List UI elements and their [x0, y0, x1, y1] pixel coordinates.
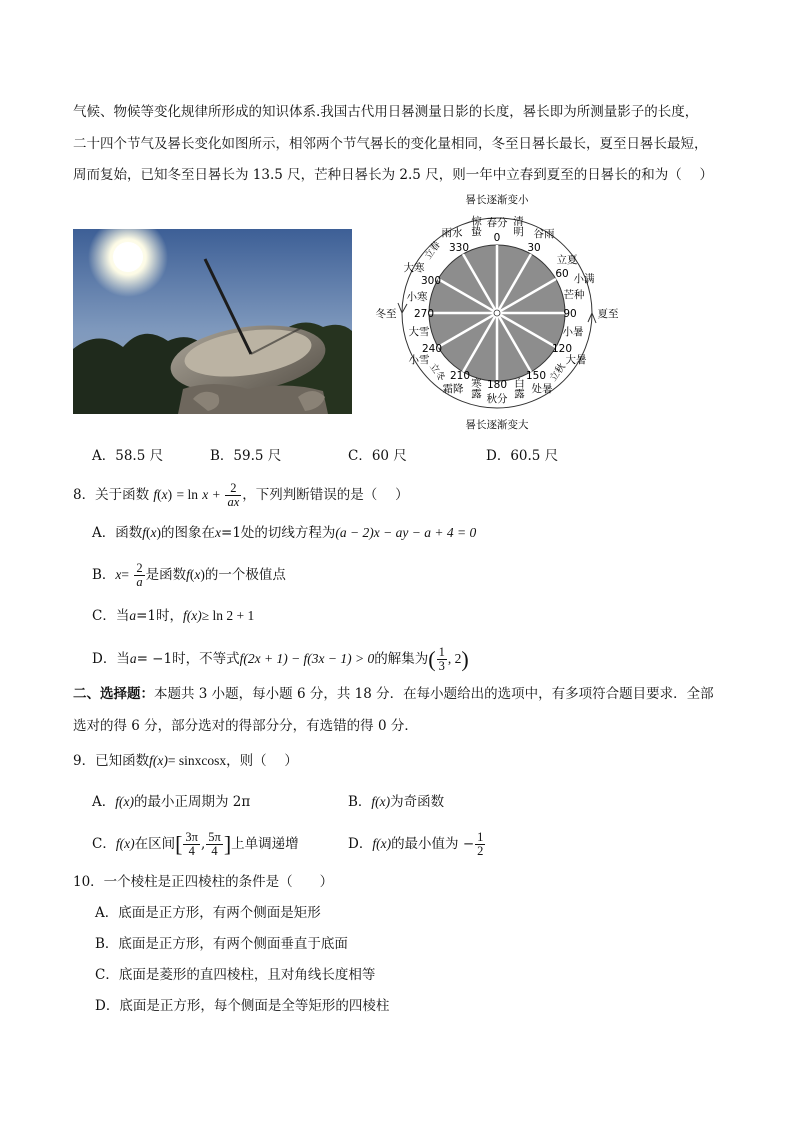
q9-d-pre: D．	[348, 836, 373, 852]
deg-30: 30	[527, 242, 541, 254]
q10-option-c: C．底面是菱形的直四棱柱，且对角线长度相等	[95, 967, 376, 983]
deg-270: 270	[413, 308, 435, 320]
q8-a-cond: x	[215, 525, 222, 540]
dial-bottom-caption: 晷长逐渐变大	[465, 419, 529, 431]
q8-b-x: x	[115, 567, 122, 582]
q9-c-pre: C．	[92, 836, 116, 852]
q8-d-den: 3	[438, 659, 445, 673]
q9-b-pre: B．	[348, 794, 372, 810]
q8-plus: +	[212, 487, 221, 502]
intro-line-2: 二十四个节气及晷长变化如图所示，相邻两个节气晷长的变化量相同，冬至日晷长最长，夏至日晷长最短，	[73, 136, 708, 152]
q7-option-a: A．58.5 尺	[92, 448, 164, 464]
q9-d-den: 2	[477, 844, 484, 858]
q8-b-tail2: 的一个极值点	[204, 567, 286, 583]
q9-option-b	[348, 792, 444, 812]
q8-x: x	[161, 487, 168, 502]
term-dongzhi: 冬至	[375, 308, 397, 320]
q8-frac-num: 2	[225, 482, 241, 496]
q9-tail: ，则（ ）	[226, 753, 298, 769]
q9-c-mid: 在区间	[134, 836, 176, 852]
q9-c-den1: 4	[188, 844, 195, 858]
term-xiaoxue: 小雪	[408, 354, 430, 366]
term-qiufen: 秋分	[486, 393, 508, 405]
q8-fraction	[225, 482, 241, 509]
q9-d-fraction	[475, 831, 485, 858]
q9-c-fraction-2	[206, 831, 223, 858]
q9-a-tail: 的最小正周期为 2π	[133, 794, 251, 810]
deg-180: 180	[486, 379, 508, 391]
term-mangzhong: 芒种	[563, 289, 585, 301]
section2-title: 二、选择题：	[73, 686, 154, 702]
q8-frac-den: ax	[227, 495, 240, 509]
term-daxue: 大雪	[408, 326, 430, 338]
deg-330: 330	[448, 242, 470, 254]
q8-c-eq: =1时，	[136, 608, 183, 624]
q8-b-num: 2	[136, 561, 143, 575]
intro-line-3: 周而复始，已知冬至日晷长为 13.5 尺，芒种日晷长为 2.5 尺，则一年中立春到夏至的日晷长的和为（ ）	[73, 167, 713, 183]
q8-a-mid: 的图象在	[161, 525, 216, 541]
term-bailu: 白露	[513, 377, 525, 399]
q8-c-pre: C．当	[92, 608, 130, 624]
q8-a-pre: A．函数	[92, 525, 143, 541]
q8-d-cond: a	[129, 651, 137, 666]
term-guyu: 谷雨	[533, 228, 555, 240]
section2-line-2: 选对的得 6 分，部分选对的得部分分，有选错的得 0 分．	[73, 718, 418, 734]
q9-eq: = sinxcosx	[167, 753, 227, 768]
q9-c-fraction-1	[183, 831, 200, 858]
term-dashu: 大暑	[565, 354, 587, 366]
q9-c-den2: 4	[211, 844, 218, 858]
q8-d-eq: = −1时，不等式	[136, 651, 240, 667]
term-qingming: 清明	[512, 215, 524, 237]
term-xiazhi: 夏至	[597, 308, 619, 320]
deg-150: 150	[525, 370, 547, 382]
q8-d-end: , 2	[447, 651, 462, 666]
q9-b-tail: 为奇函数	[390, 794, 445, 810]
section2-desc: 本题共 3 小题，每小题 6 分，共 18 分．在每小题给出的选项中，有多项符合题目要求．全部	[154, 686, 714, 702]
q8-d-tail: 的解集为	[374, 651, 429, 667]
section2-line-1	[73, 684, 714, 704]
deg-90: 90	[563, 308, 577, 320]
q8-option-c	[92, 606, 254, 626]
term-lichun: 立春	[422, 239, 443, 262]
q9-d-tail: 的最小值为 −	[391, 836, 475, 852]
q8-a-eq1: =1处的切线方程为	[221, 525, 336, 541]
q10-option-b: B．底面是正方形，有两个侧面垂直于底面	[95, 936, 348, 952]
q7-option-c: C．60 尺	[348, 448, 407, 464]
q9-c-f: f(x)	[115, 836, 135, 851]
q8-d-fraction	[437, 646, 447, 673]
term-liqiu: 立秋	[547, 361, 568, 384]
term-dahan: 大寒	[403, 262, 425, 274]
term-yushui: 雨水	[441, 227, 463, 239]
deg-60: 60	[555, 268, 569, 280]
q9-c-num2: 5π	[208, 830, 221, 844]
term-xiaoshu: 小暑	[562, 326, 584, 338]
q8-number: 8．关于函数	[73, 487, 150, 503]
term-chushu: 处暑	[531, 383, 553, 395]
q8-b-fraction	[134, 562, 144, 589]
intro-line-1: 气候、物候等变化规律所形成的知识体系.我国古代用日晷测量日影的长度，晷长即为所测量影子的长度，	[73, 104, 699, 120]
deg-240: 240	[421, 343, 443, 355]
q9-a-pre: A．	[92, 794, 116, 810]
q8-c-cond: a	[129, 608, 137, 623]
q8-d-ineq: f(2x + 1) − f(3x − 1) > 0	[239, 651, 375, 666]
q9-c-tail: 上单调递增	[231, 836, 299, 852]
q9-f: f(x)	[149, 753, 168, 768]
q8-c-ineq: ≥ ln 2 + 1	[201, 608, 255, 623]
q8-stem: 8．关于函数 f(x) = ln x + $\frac{2}{ax}$ ，下列判断错误的是（ ）	[73, 481, 409, 509]
sundial-photo	[73, 229, 352, 414]
q9-option-c: C．f(x)在区间[ $\frac{3\pi}{4}$ , $\frac{5\pi}{4}$ ]上单调递增	[92, 830, 299, 858]
q8-option-b: B．x= $\frac{2}{a}$ 是函数f(x)的一个极值点	[92, 561, 286, 589]
term-chunfen: 春分	[486, 217, 508, 229]
term-jingzhe: 惊蛰	[470, 215, 482, 237]
q10-option-a: A．底面是正方形，有两个侧面是矩形	[95, 905, 321, 921]
q9-pre: 9．已知函数	[73, 753, 150, 769]
q8-a-tangent-eq: (a − 2)x − ay − a + 4 = 0	[335, 525, 477, 540]
q9-d-f: f(x)	[372, 836, 392, 851]
q10-option-d: D．底面是正方形，每个侧面是全等矩形的四棱柱	[95, 998, 390, 1014]
term-hanlu: 寒露	[470, 377, 482, 399]
q8-b-den: a	[136, 575, 143, 589]
deg-0: 0	[493, 232, 501, 244]
q8-c-f: f(x)	[183, 608, 202, 623]
q8-d-num: 1	[438, 645, 445, 659]
q9-d-num: 1	[477, 830, 484, 844]
dial-top-caption: 晷长逐渐变小	[465, 194, 529, 206]
q9-option-d	[348, 826, 486, 862]
q9-option-a	[92, 792, 250, 812]
q8-option-a: A．函数f(x)的图象在x=1处的切线方程为(a − 2)x − ay − a + 4 = 0	[92, 525, 477, 541]
q9-stem	[73, 751, 298, 771]
term-lidong: 立冬	[427, 361, 448, 384]
q9-a-f: f(x)	[115, 794, 134, 809]
q8-b-pre: B．	[92, 567, 116, 583]
q7-option-b: B．59.5 尺	[210, 448, 282, 464]
term-xiaohan: 小寒	[406, 291, 428, 303]
q8-b-eq: =	[121, 567, 130, 582]
deg-210: 210	[449, 370, 471, 382]
deg-300: 300	[420, 275, 442, 287]
q8-f: f	[153, 487, 158, 502]
term-lixia: 立夏	[556, 254, 578, 266]
q8-d-pre: D．当	[92, 651, 130, 667]
q9-b-f: f(x)	[371, 794, 391, 809]
q8-b-tail: 是函数	[145, 567, 187, 583]
q7-option-d: D．60.5 尺	[486, 448, 559, 464]
deg-120: 120	[551, 343, 573, 355]
q10-stem: 10．一个棱柱是正四棱柱的条件是（ ）	[73, 874, 334, 890]
term-shuangjiang: 霜降	[442, 383, 464, 395]
q8-tail: ，下列判断错误的是（ ）	[242, 487, 409, 503]
q8-option-d: D．当a= −1时，不等式f(2x + 1) − f(3x − 1) > 0的解集为( $\frac{1}{3}$ , 2)	[92, 645, 469, 673]
q8-eq: = ln	[176, 487, 198, 502]
q9-c-num1: 3π	[185, 830, 198, 844]
term-xiaoman: 小满	[573, 273, 595, 285]
solar-terms-dial-diagram	[372, 190, 622, 435]
